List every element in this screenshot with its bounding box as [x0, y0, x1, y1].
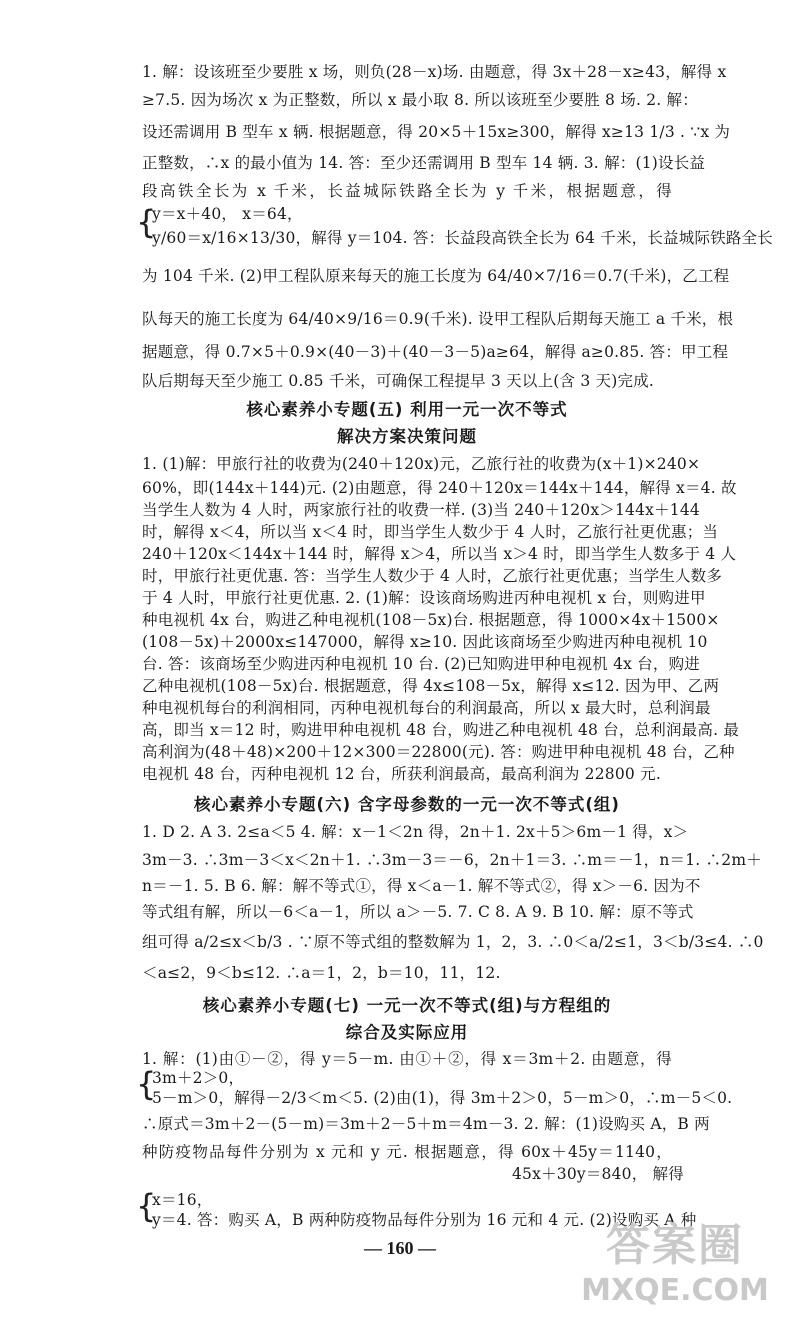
text-line: 3m－3. ∴3m－3＜x＜2n＋1. ∴3m－3＝－6，2n＋1＝3. ∴m＝－1，n＝1. ∴2m＋: [142, 851, 762, 869]
text-line: 等式组有解，所以－6＜a－1，所以 a＞－5. 7. C 8. A 9. B 10. 解：原不等式: [142, 903, 694, 921]
text-line: 时，甲旅行社更优惠. 答：当学生人数少于 4 人时，乙旅行社更优惠；当学生人数多: [142, 567, 723, 585]
text-line: 5－m＞0，解得－2/3＜m＜5. (2)由(1)，得 3m＋2＞0，5－m＞0，∴m－5＜0.: [152, 1089, 733, 1107]
text-line: 3m＋2＞0，: [152, 1069, 245, 1087]
watermark-logo: [570, 1218, 780, 1318]
text-line: 台. 答：该商场至少购进丙种电视机 10 台. (2)已知购进甲种电视机 4x 台，购进: [142, 655, 701, 673]
text-line: ≥7.5. 因为场次 x 为正整数，所以 x 最小取 8. 所以该班至少要胜 8 场. 2. 解：: [142, 91, 698, 109]
text-line: y/60＝x/16×13/30，解得 y＝104. 答：长益段高铁全长为 64 千米，长益城际铁路全长: [152, 229, 773, 247]
page-number: — 160 —: [364, 1238, 436, 1258]
text-line: 高利润为(48＋48)×200＋12×300＝22800(元). 答：购进甲种电视机 48 台，乙种: [142, 743, 735, 761]
text-line: 为 104 千米. (2)甲工程队原来每天的施工长度为 64/40×7/16＝0.7(千米)，乙工程: [142, 267, 730, 285]
watermark-title: 答案圈: [606, 1220, 744, 1271]
text-line: 组可得 a/2≤x＜b/3 . ∵原不等式组的整数解为 1，2，3. ∴0＜a/2≤1，3＜b/3≤4. ∴0: [142, 933, 764, 951]
text-line: 45x＋30y＝840， 解得: [512, 1165, 684, 1183]
section-heading: 核心素养小专题(七) 一元一次不等式(组)与方程组的: [202, 996, 612, 1015]
text-line: y＝x＋40， x＝64，: [152, 205, 303, 223]
text-line: 1. (1)解：甲旅行社的收费为(240＋120x)元，乙旅行社的收费为(x＋1)×240×: [142, 455, 701, 473]
text-line: ＜a≤2，9＜b≤12. ∴a＝1，2，b＝10，11，12.: [142, 964, 501, 982]
text-line: n＝－1. 5. B 6. 解：解不等式①，得 x＜a－1. 解不等式②，得 x＞－6. 因为不: [142, 877, 701, 895]
text-line: 电视机 48 台，丙种电视机 12 台，所获利润最高，最高利润为 22800 元.: [142, 765, 661, 783]
watermark-url: MXQE.COM: [581, 1273, 769, 1308]
system-brace: {: [136, 1187, 157, 1225]
system-brace: {: [136, 203, 157, 241]
section-heading: 核心素养小专题(五) 利用一元一次不等式: [246, 400, 568, 419]
text-line: 时，解得 x＜4，所以当 x＜4 时，即当学生人数少于 4 人时，乙旅行社更优惠；当: [142, 523, 719, 541]
text-line: 队后期每天至少施工 0.85 千米，可确保工程提早 3 天以上(含 3 天)完成.: [142, 372, 655, 390]
text-line: 1. 解：设该班至少要胜 x 场，则负(28－x)场. 由题意，得 3x＋28－x≥43，解得 x: [142, 63, 727, 81]
text-line: 高，即当 x＝12 时，购进甲种电视机 48 台，购进乙种电视机 48 台，总利润最高. 最: [142, 721, 740, 739]
text-line: 队每天的施工长度为 64/40×9/16＝0.9(千米). 设甲工程队后期每天施工 a 千米，根: [142, 310, 734, 328]
section-heading: 综合及实际应用: [345, 1023, 469, 1042]
text-line: y＝4. 答：购买 A，B 两种防疫物品每件分别为 16 元和 4 元. (2)设购买 A 种: [152, 1211, 697, 1229]
text-line: x＝16，: [152, 1191, 213, 1209]
text-line: 正整数，∴x 的最小值为 14. 答：至少还需调用 B 型车 14 辆. 3. 解：(1)设长益: [142, 154, 706, 172]
section-heading: 核心素养小专题(六) 含字母参数的一元一次不等式(组): [194, 795, 620, 814]
text-line: 种电视机 4x 台，购进乙种电视机(108－5x)台. 根据题意，得 1000×4x＋1500×: [142, 611, 720, 629]
text-line: 设还需调用 B 型车 x 辆. 根据题意，得 20×5＋15x≥300，解得 x≥13 1/3 . ∵x 为: [142, 123, 731, 141]
text-line: 1. D 2. A 3. 2≤a＜5 4. 解：x－1＜2n 得，2n＋1. 2x＋5＞6m－1 得，x＞: [142, 823, 689, 841]
text-line: 240＋120x＜144x＋144 时，解得 x＞4，所以当 x＞4 时，即当学生人数多于 4 人: [142, 545, 737, 563]
text-line: ∴原式＝3m＋2－(5－m)＝3m＋2－5＋m＝4m－3. 2. 解：(1)设购买 A，B 两: [142, 1115, 710, 1133]
section-heading: 解决方案决策问题: [337, 427, 477, 446]
text-line: 段高铁全长为 x 千米，长益城际铁路全长为 y 千米，根据题意，得: [142, 182, 672, 200]
text-line: 当学生人数为 4 人时，两家旅行社的收费一样. (3)当 240＋120x＞144x＋144: [142, 501, 700, 519]
text-line: 据题意，得 0.7×5＋0.9×(40－3)＋(40－3－5)a≥64，解得 a≥0.85. 答：甲工程: [142, 343, 729, 361]
text-line: 种电视机每台的利润相同，丙种电视机每台的利润最高，所以 x 最大时，总利润最: [142, 699, 711, 717]
system-brace: {: [136, 1065, 157, 1103]
text-line: 乙种电视机(108－5x)台. 根据题意，得 4x≤108－5x，解得 x≤12. 因为甲、乙两: [142, 677, 720, 695]
text-line: (108－5x)＋2000x≤147000，解得 x≥10. 因此该商场至少购进丙种电视机 10: [142, 633, 708, 651]
text-line: 1. 解：(1)由①－②，得 y＝5－m. 由①＋②，得 x＝3m＋2. 由题意，得: [142, 1050, 672, 1068]
text-line: 60%，即(144x＋144)元. (2)由题意，得 240＋120x＝144x＋144，解得 x＝4. 故: [142, 479, 737, 497]
text-line: 种防疫物品每件分别为 x 元和 y 元. 根据题意，得 60x＋45y＝1140，: [142, 1143, 672, 1161]
text-line: 于 4 人时，甲旅行社更优惠. 2. (1)解：设该商场购进丙种电视机 x 台，则购进甲: [142, 589, 706, 607]
